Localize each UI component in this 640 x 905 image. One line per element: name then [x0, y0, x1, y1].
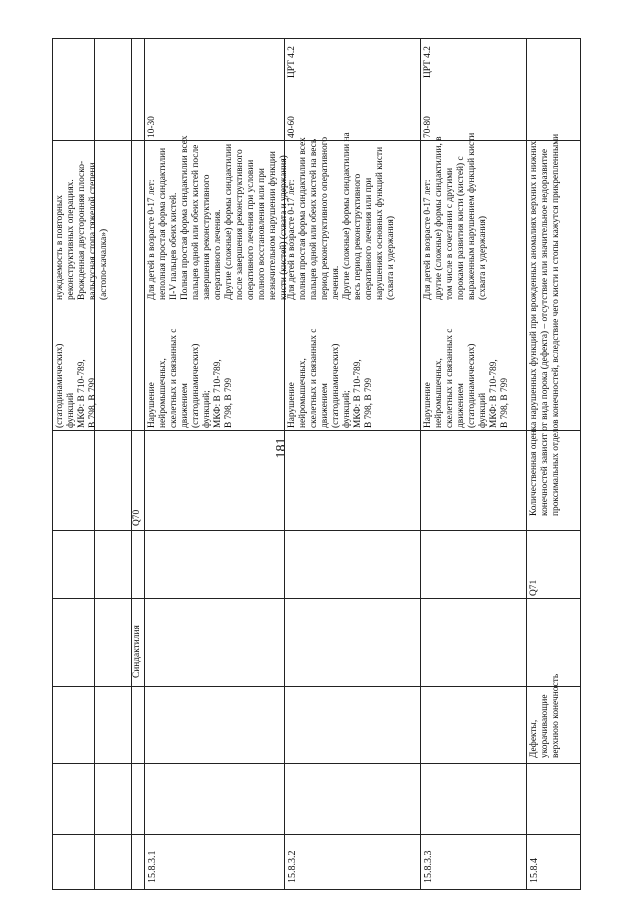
diagnosis-name-cell: Синдактилия: [132, 625, 142, 678]
row-divider: [526, 38, 527, 890]
icd-cell: (статодинамических) функций МКФ: В 710-789, В 798, В 799: [55, 343, 98, 428]
row-code-cell: 15.8.3.1: [147, 850, 158, 883]
row-code-cell: 15.8.4: [529, 858, 540, 883]
icd-cell: Нарушение нейромышечных, скелетных и связанных с движением (статодинамических) функций; МКФ: В 710-789, В 798, В 799: [147, 328, 234, 428]
note-cell: ЦРТ 4.2: [287, 46, 297, 78]
row-code-cell: 15.8.3.2: [287, 850, 298, 883]
q-code-cell: Q70: [132, 509, 142, 526]
diagnosis-name-cell: Дефекты, укорачивающие верхнюю конечность: [529, 673, 561, 758]
percent-cell: 40-60: [287, 116, 297, 138]
icd-cell: Нарушение нейромышечных, скелетных и связанных с движением (статодинамических) функций МКФ: В 710-789, В 798, В 799: [423, 328, 510, 428]
criteria-cell: нуждаемость в повторных реконструктивных операциях. Врожденная двусторонняя плоско- вальгусная стопа тяжелой степени (астопо-качалка»): [55, 160, 109, 300]
icd-cell: Нарушение нейромышечных, скелетных и связанных с движением (статодинамических) функций; МКФ: В 710-789, В 798, В 799: [287, 328, 374, 428]
percent-cell: 70-80: [423, 116, 433, 138]
row-divider: [144, 38, 145, 890]
page-number: 181: [274, 437, 289, 459]
percent-cell: 10-30: [147, 116, 157, 138]
criteria-cell: Для детей в возрасте 0-17 лет: неполная простая форма синдактилии II-V пальцев обеих кистей. Полная простая форма синдактилии всех пальцев одной или обеих кистей после завершения реконструктивного оперативного лечения. Другие (сложные) формы синдактилии после завершения реконструктивного оперативного лечения при условии полного восстановления или при незначительном нарушении функции кисти (кистей) (схвата и удержания): [147, 135, 289, 300]
classification-table: [52, 38, 581, 890]
note-cell: Количественная оценка нарушенных функций при врожденных аномалиях верхних и нижних конечностей зависит от вида порока (дефекта) – отсутствие или значительное недоразвитие проксимальных отделов конечностей, вследствие чего кисти и стопы кажутся прикрепленными: [529, 133, 561, 516]
criteria-cell: Для детей в возрасте 0-17 лет: другие (сложные) формы синдактилии, в том числе в сочетании с другими пороками развития кисти (кистей) с выраженным нарушением функций кисти (схвата и удержания): [423, 132, 488, 300]
criteria-cell: Для детей в возрасте 0-17 лет: полная простая форма синдактилии всех пальцев одной или обеих кистей на весь период реконструктивного оперативного лечения. Другие (сложные) формы синдактилии на весь период реконструктивного оперативного лечения или при нарушениях основных функций кисти (схвата и удержания): [287, 132, 396, 300]
note-cell: ЦРТ 4.2: [423, 46, 433, 78]
row-divider: [131, 38, 132, 890]
row-code-cell: 15.8.3.3: [423, 850, 434, 883]
row-divider: [420, 38, 421, 890]
q-code-cell: Q71: [529, 579, 539, 596]
